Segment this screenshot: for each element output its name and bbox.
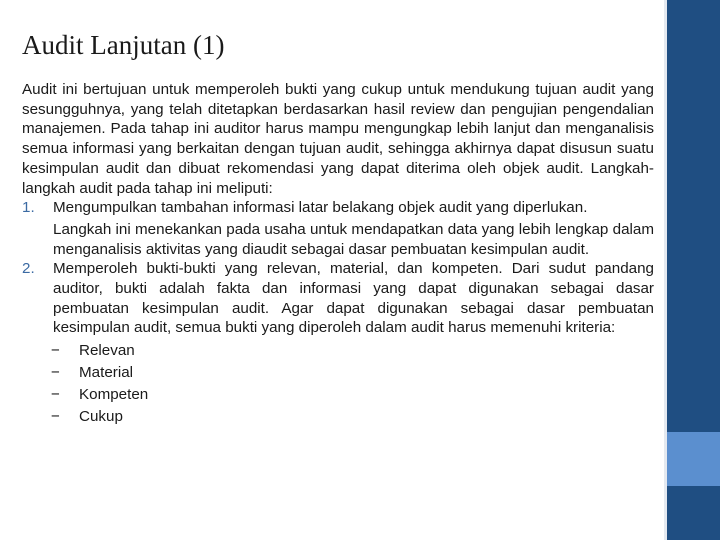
list-item-2 (22, 259, 654, 427)
slide-body (22, 80, 654, 427)
criteria-item (53, 407, 654, 427)
criteria-label: Kompeten (79, 386, 149, 404)
dash-bullet-icon: − (51, 363, 60, 381)
criteria-list (53, 341, 654, 427)
dash-bullet-icon: − (51, 341, 60, 359)
intro-paragraph: Audit ini bertujuan untuk memperoleh bukti yang cukup untuk mendukung tujuan audit yang sesungguhnya, yang telah ditetapkan berdasarkan hasil review dan pengujian pengendalian manajemen. Pada tahap ini auditor harus mampu mengungkap lebih lanjut dan menganalisis semua informasi yang berkaitan dengan tujuan audit, sehingga akhirnya dapat disusun suatu kesimpulan audit dan dibuat rekomendasi yang dapat diterima oleh objek audit. Langkah-langkah audit pada tahap ini meliputi: (22, 81, 654, 197)
list-item-text: Memperoleh bukti-bukti yang relevan, material, dan kompeten. Dari sudut pandang auditor, bukti adalah fakta dan informasi yang dapat digunakan sebagai dasar pembuatan kesimpulan audit. Agar dapat digunakan sebagai dasar pembuatan kesimpulan audit, semua bukti yang diperoleh dalam audit harus memenuhi kriteria: (53, 260, 654, 337)
accent-square (667, 432, 720, 486)
slide-title: Audit Lanjutan (1) (22, 30, 225, 60)
list-item-detail: Langkah ini menekankan pada usaha untuk mendapatkan data yang lebih lengkap dalam menganalisis aktivitas yang diaudit sebagai dasar pembuatan kesimpulan audit. (53, 220, 654, 258)
criteria-item (53, 341, 654, 361)
criteria-label: Material (79, 363, 134, 381)
criteria-item (53, 363, 654, 383)
dash-bullet-icon: − (51, 386, 60, 404)
list-number: 2. (22, 260, 35, 278)
dash-bullet-icon: − (51, 408, 60, 426)
list-item-1 (22, 198, 654, 259)
list-item-text: Mengumpulkan tambahan informasi latar belakang objek audit yang diperlukan. (53, 199, 588, 217)
list-number: 1. (22, 199, 35, 217)
criteria-label: Cukup (79, 408, 123, 426)
criteria-item (53, 385, 654, 405)
criteria-label: Relevan (79, 341, 135, 359)
